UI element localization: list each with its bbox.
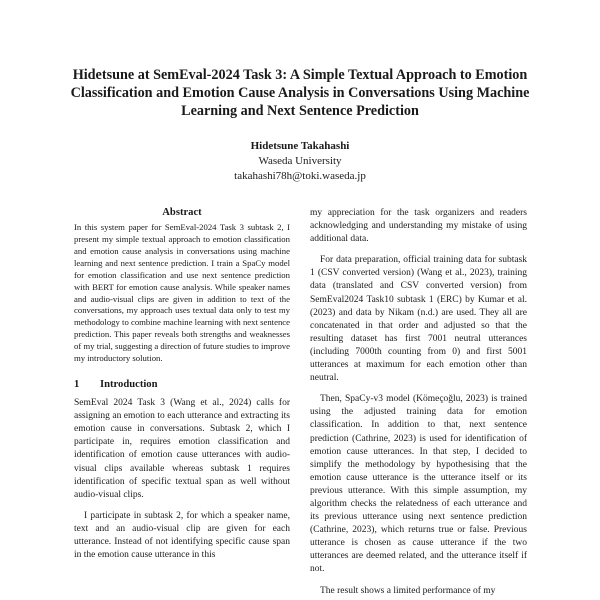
body-paragraph: Then, SpaCy-v3 model (Kömeçoğlu, 2023) is trained using the adjusted training data for emotion classification. In addition to that, next sentence prediction (Cathrine, 2023) is used for identification of emotion cause utterances. In that step, I decided to simplify the methodology by hypothesising that the emotion cause utterance is the utterance itself or its previous utterance. With this simple assumption, my algorithm checks the relatedness of each utterance and its previous utterance using next sentence prediction (Cathrine, 2023), which returns true or false. Previous utterance is chosen as cause utterance if the two utterances are deemed related, and the utterance itself if not. bbox=[310, 394, 527, 575]
section-title: Introduction bbox=[100, 378, 158, 390]
right-column bbox=[310, 207, 527, 598]
body-paragraph: For data preparation, official training data for subtask 1 (CSV converted version) (Wang et al., 2023), training data (translated and CSV converted version) from SemEval2024 Task10 subtask 1 (ERC) by Kumar et al. (2023) and data by Nikam (n.d.) are used. They all are concatenated in that order and adjusted so that the resulting dataset has first 7001 neutral utterances (including 7000th counting from 0) and first 5001 utterances at maximum for each emotion other than neutral. bbox=[310, 255, 527, 384]
intro-paragraph: SemEval 2024 Task 3 (Wang et al., 2024) calls for assigning an emotion to each utterance and extracting its emotion cause in conversations. Subtask 2, which I participate in, requires emotion classification and identification of emotion cause utterances with audio-visual clips available whereas subtask 1 requires identification of specific textual span as well without audio-visual clips. bbox=[74, 398, 290, 500]
author-affiliation: Waseda University bbox=[258, 155, 342, 167]
author-email[interactable]: takahashi78h@toki.waseda.jp bbox=[234, 170, 366, 182]
paper-title bbox=[60, 66, 540, 120]
author-block bbox=[150, 139, 450, 184]
abstract-heading: Abstract bbox=[162, 207, 202, 218]
intro-paragraph: I participate in subtask 2, for which a speaker name, text and an audio-visual clip are given for each utterance. Instead of not identifying specific cause span in the emotion cause utterance in this bbox=[74, 510, 290, 561]
section-number: 1 bbox=[74, 378, 80, 390]
section-heading-introduction bbox=[74, 378, 290, 391]
body-paragraph: The result shows a limited performance of my bbox=[320, 585, 496, 596]
title-line: Learning and Next Sentence Prediction bbox=[181, 103, 419, 119]
title-line: Hidetsune at SemEval-2024 Task 3: A Simple Textual Approach to Emotion bbox=[72, 67, 528, 83]
body-paragraph: my appreciation for the task organizers and readers acknowledging and understanding my mistake of using additional data. bbox=[310, 208, 527, 245]
abstract-text: In this system paper for SemEval-2024 Task 3 subtask 2, I present my simple textual approach to emotion classification and emotion cause analysis in conversations using machine learning and next sentence prediction. I train a SpaCy model for emotion classification and use next sentence prediction with BERT for emotion cause analysis. While speaker names and audio-visual clips are given in addition to text of the conversations, my approach uses textual data only to test my methodology to combine machine learning with next sentence prediction. This paper reveals both strengths and weaknesses of my trial, suggesting a direction of future studies to improve my introductory solution. bbox=[74, 222, 290, 364]
author-name: Hidetsune Takahashi bbox=[250, 140, 350, 152]
left-column bbox=[74, 206, 290, 562]
title-line: Classification and Emotion Cause Analysis in Conversations Using Machine bbox=[70, 85, 530, 101]
